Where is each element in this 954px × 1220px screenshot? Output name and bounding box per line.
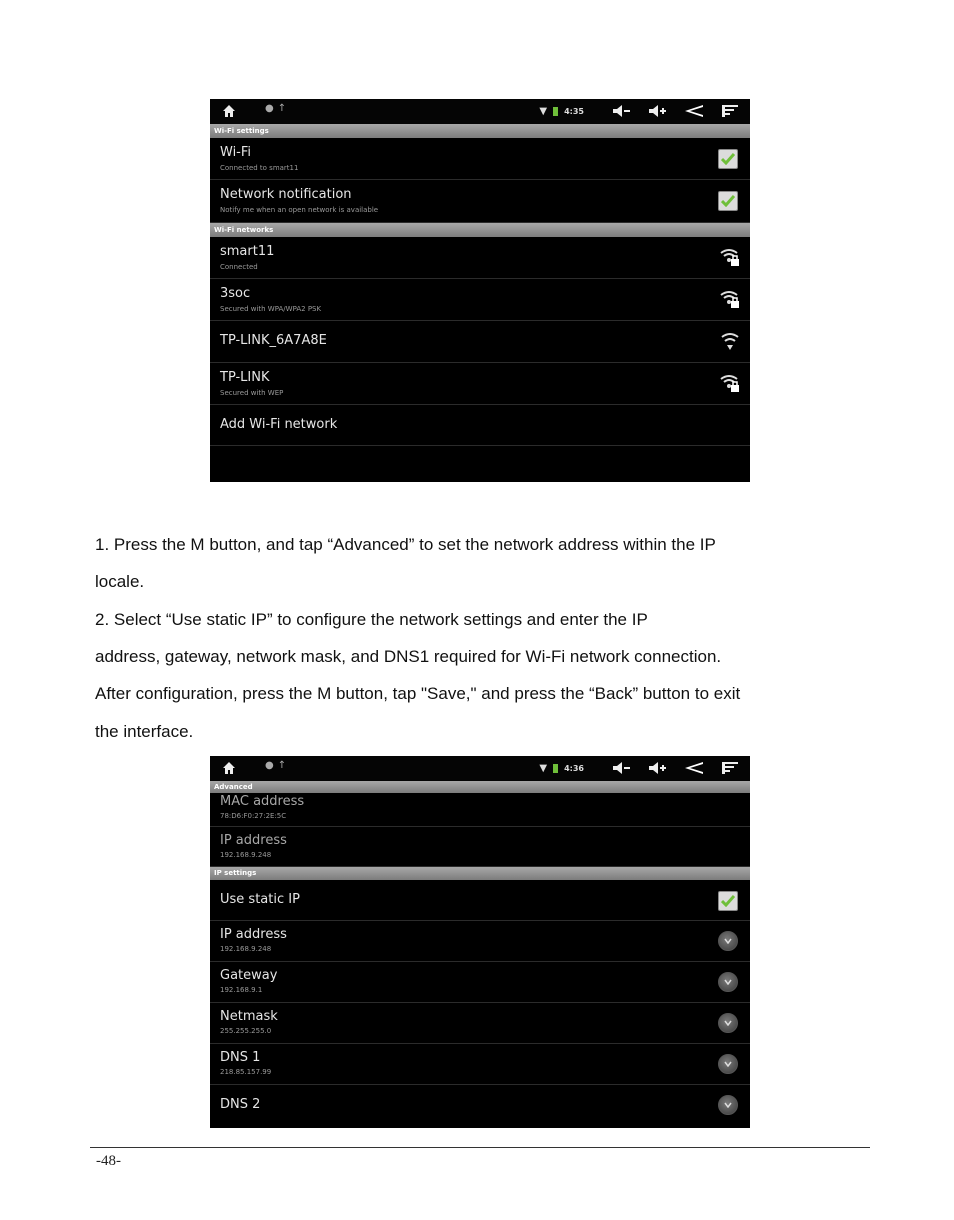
row-title: Gateway bbox=[220, 968, 278, 983]
section-header-ip-settings: IP settings bbox=[210, 867, 750, 880]
network-name: TP-LINK_6A7A8E bbox=[220, 333, 327, 348]
row-title: MAC address bbox=[220, 794, 305, 809]
dns2-row[interactable] bbox=[210, 1085, 750, 1123]
network-name: smart11 bbox=[220, 244, 275, 259]
row-subtitle: Notify me when an open network is available bbox=[220, 206, 379, 214]
battery-icon bbox=[553, 764, 558, 773]
add-network-label: Add Wi-Fi network bbox=[220, 417, 338, 432]
network-row[interactable] bbox=[210, 279, 750, 321]
battery-icon bbox=[553, 107, 558, 116]
network-row[interactable] bbox=[210, 321, 750, 363]
page-number: -48- bbox=[96, 1153, 121, 1169]
row-value: 192.168.9.248 bbox=[220, 851, 272, 859]
ip-address-info-row bbox=[210, 827, 750, 867]
status-bar bbox=[210, 756, 750, 781]
row-title: IP address bbox=[220, 927, 287, 942]
network-status: Secured with WPA/WPA2 PSK bbox=[220, 305, 322, 313]
gateway-row[interactable] bbox=[210, 962, 750, 1003]
section-header-advanced: Advanced bbox=[210, 781, 750, 793]
section-header-wifi-settings: Wi-Fi settings bbox=[210, 124, 750, 138]
instruction-line: locale. bbox=[95, 572, 145, 591]
network-status: Secured with WEP bbox=[220, 389, 284, 397]
row-title: DNS 2 bbox=[220, 1097, 261, 1112]
wifi-checkbox[interactable] bbox=[718, 149, 738, 169]
wifi-status-icon: ▼ bbox=[539, 105, 548, 117]
wifi-toggle-row[interactable] bbox=[210, 138, 750, 180]
row-title: Use static IP bbox=[220, 892, 300, 907]
back-icon[interactable] bbox=[682, 102, 706, 120]
menu-icon[interactable] bbox=[718, 759, 742, 777]
home-icon[interactable] bbox=[222, 103, 236, 122]
row-value: 192.168.9.248 bbox=[220, 945, 272, 953]
wifi-lock-icon bbox=[720, 290, 740, 310]
network-row[interactable] bbox=[210, 363, 750, 405]
row-title: Network notification bbox=[220, 187, 352, 202]
notification-checkbox[interactable] bbox=[718, 191, 738, 211]
network-name: TP-LINK bbox=[220, 370, 270, 385]
clock: 4:36 bbox=[564, 763, 584, 773]
volume-down-icon[interactable] bbox=[610, 759, 634, 777]
row-value: 218.85.157.99 bbox=[220, 1068, 272, 1076]
volume-up-icon[interactable] bbox=[646, 102, 670, 120]
row-title: Wi-Fi bbox=[220, 145, 252, 160]
back-icon[interactable] bbox=[682, 759, 706, 777]
volume-down-icon[interactable] bbox=[610, 102, 634, 120]
row-value: 192.168.9.1 bbox=[220, 986, 263, 994]
wifi-status-icon: ▼ bbox=[539, 762, 548, 774]
clock: 4:35 bbox=[564, 106, 584, 116]
network-notification-row[interactable] bbox=[210, 180, 750, 223]
wifi-icon bbox=[720, 332, 740, 352]
wifi-lock-icon bbox=[720, 248, 740, 268]
chevron-down-icon[interactable] bbox=[718, 1013, 738, 1033]
row-value: 255.255.255.0 bbox=[220, 1027, 272, 1035]
static-ip-checkbox[interactable] bbox=[718, 891, 738, 911]
section-header-wifi-networks: Wi-Fi networks bbox=[210, 223, 750, 237]
home-icon[interactable] bbox=[222, 760, 236, 779]
network-status: Connected bbox=[220, 263, 258, 271]
chevron-down-icon[interactable] bbox=[718, 1095, 738, 1115]
row-value: 78:D6:F0:27:2E:5C bbox=[220, 812, 287, 820]
status-bar bbox=[210, 99, 750, 124]
network-row[interactable] bbox=[210, 237, 750, 279]
footer-divider bbox=[90, 1147, 870, 1148]
advanced-settings-screenshot bbox=[210, 756, 750, 1128]
chevron-down-icon[interactable] bbox=[718, 931, 738, 951]
volume-up-icon[interactable] bbox=[646, 759, 670, 777]
instruction-line: 2. Select “Use static IP” to configure the network settings and enter the IP bbox=[95, 610, 648, 629]
instruction-line: the interface. bbox=[95, 722, 194, 741]
menu-icon[interactable] bbox=[718, 102, 742, 120]
instruction-line: address, gateway, network mask, and DNS1 required for Wi-Fi network connection. bbox=[95, 647, 722, 666]
add-wifi-network-row[interactable] bbox=[210, 405, 750, 446]
instruction-line: 1. Press the M button, and tap “Advanced” to set the network address within the IP bbox=[95, 535, 716, 554]
network-name: 3soc bbox=[220, 286, 251, 301]
mac-address-row bbox=[210, 793, 750, 827]
wifi-lock-icon bbox=[720, 374, 740, 394]
row-title: DNS 1 bbox=[220, 1050, 261, 1065]
row-title: Netmask bbox=[220, 1009, 278, 1024]
row-title: IP address bbox=[220, 833, 287, 848]
dns1-row[interactable] bbox=[210, 1044, 750, 1085]
chevron-down-icon[interactable] bbox=[718, 972, 738, 992]
ip-address-row[interactable] bbox=[210, 921, 750, 962]
notification-icons: ●↑ bbox=[265, 760, 291, 771]
chevron-down-icon[interactable] bbox=[718, 1054, 738, 1074]
use-static-ip-row[interactable] bbox=[210, 880, 750, 921]
netmask-row[interactable] bbox=[210, 1003, 750, 1044]
wifi-settings-screenshot bbox=[210, 99, 750, 482]
instruction-line: After configuration, press the M button, tap "Save," and press the “Back” button to exit bbox=[95, 684, 741, 703]
notification-icons: ●↑ bbox=[265, 103, 291, 114]
row-subtitle: Connected to smart11 bbox=[220, 164, 299, 172]
